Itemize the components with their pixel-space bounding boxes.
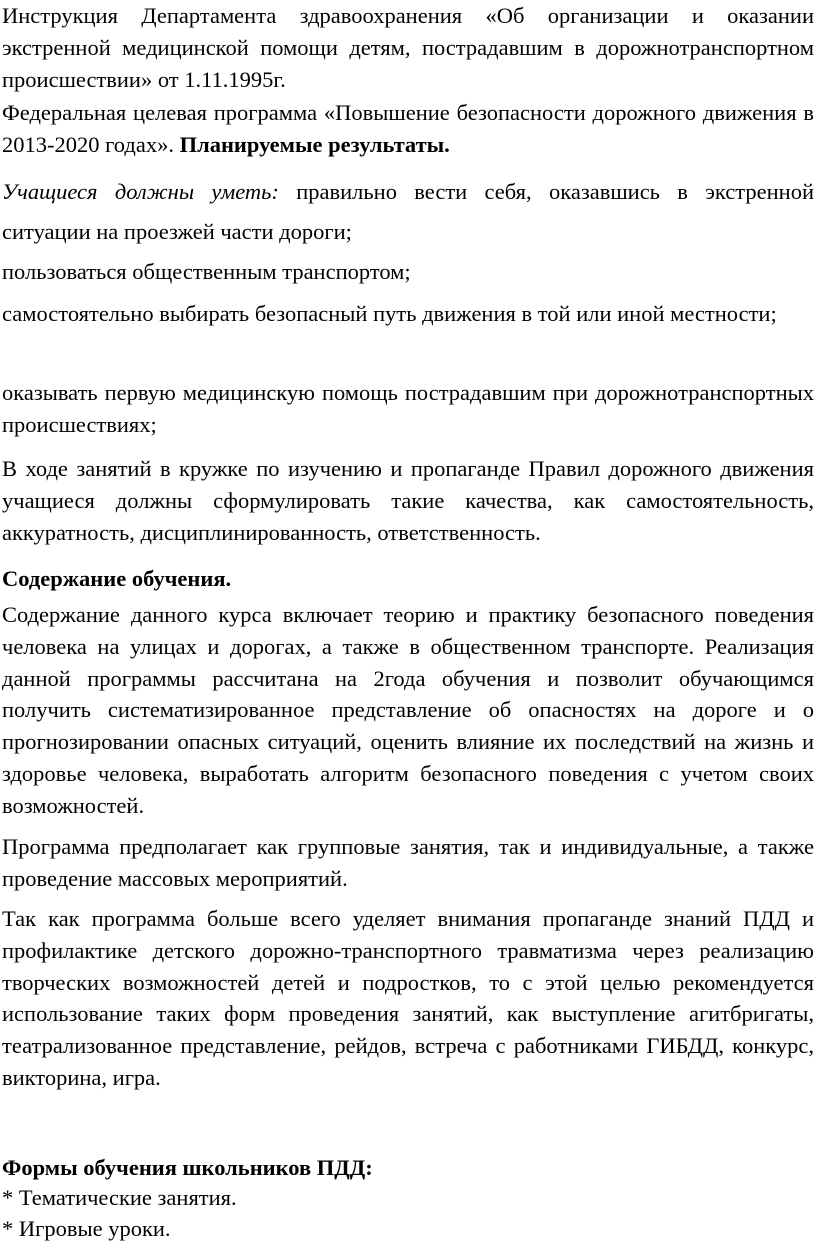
list-item-game-lessons: * Игровые уроки. [2,1216,171,1241]
paragraph-federal-program [2,97,814,161]
federal-program-text: Федеральная целевая программа «Повышение безопасности дорожного движения в 2013-2020 годах». [2,100,814,157]
paragraph-instruction: Инструкция Департамента здравоохранения «Об организации и оказании экстренной медицинской помощи детям, пострадавшим в дорожнотранспортном происшествии» от 1.11.1995г. [2,3,814,92]
students-must-text: правильно вести себя, оказавшись в экстренной ситуации на проезжей части дороги; [2,179,814,244]
planned-results-heading: Планируемые результаты. [179,131,450,157]
heading-content [2,563,814,595]
paragraph-program-forms: Программа предполагает как групповые занятия, так и индивидуальные, а также проведение массовых мероприятий. [2,834,814,891]
forms-heading-text: Формы обучения школьников ПДД: [2,1155,373,1180]
paragraph-qualities: В ходе занятий в кружке по изучению и пропаганде Правил дорожного движения учащиеся должны сформулировать такие качества, как самостоятельность, аккуратность, дисциплинированность, ответственность. [2,456,814,545]
paragraph-public-transport: пользоваться общественным транспортом; [2,259,411,284]
paragraph-course-content: Содержание данного курса включает теорию и практику безопасного поведения человека на улицах и дорогах, а также в общественном транспорте. Реализация данной программы рассчитана на 2года обучения и позволит обучающимся получить систематизированное представление об опасностях на дороге и о прогнозировании опасных ситуаций, оценить влияние их последствий на жизнь и здоровье человека, выработать алгоритм безопасного поведения с учетом своих возможностей. [2,602,814,818]
paragraph-safe-path: самостоятельно выбирать безопасный путь движения в той или иной местности; [2,301,777,326]
content-heading-text: Содержание обучения. [2,566,232,591]
list-item-thematic: * Тематические занятия. [2,1185,237,1210]
heading-forms [2,1152,814,1184]
paragraph-students-must [2,172,814,252]
paragraph-propaganda: Так как программа больше всего уделяет внимания пропаганде знаний ПДД и профилактике детского дорожно-транспортного травматизма через реализацию творческих возможностей детей и подростков, то с этой целью рекомендуется использование таких форм проведения занятий, как выступление агитбригаты, театрализованное представление, рейдов, встреча с работниками ГИБДД, конкурс, викторина, игра. [2,906,814,1090]
paragraph-first-aid: оказывать первую медицинскую помощь пострадавшим при дорожнотранспортных происшествиях; [2,380,814,437]
students-must-label: Учащиеся должны уметь: [2,179,279,204]
